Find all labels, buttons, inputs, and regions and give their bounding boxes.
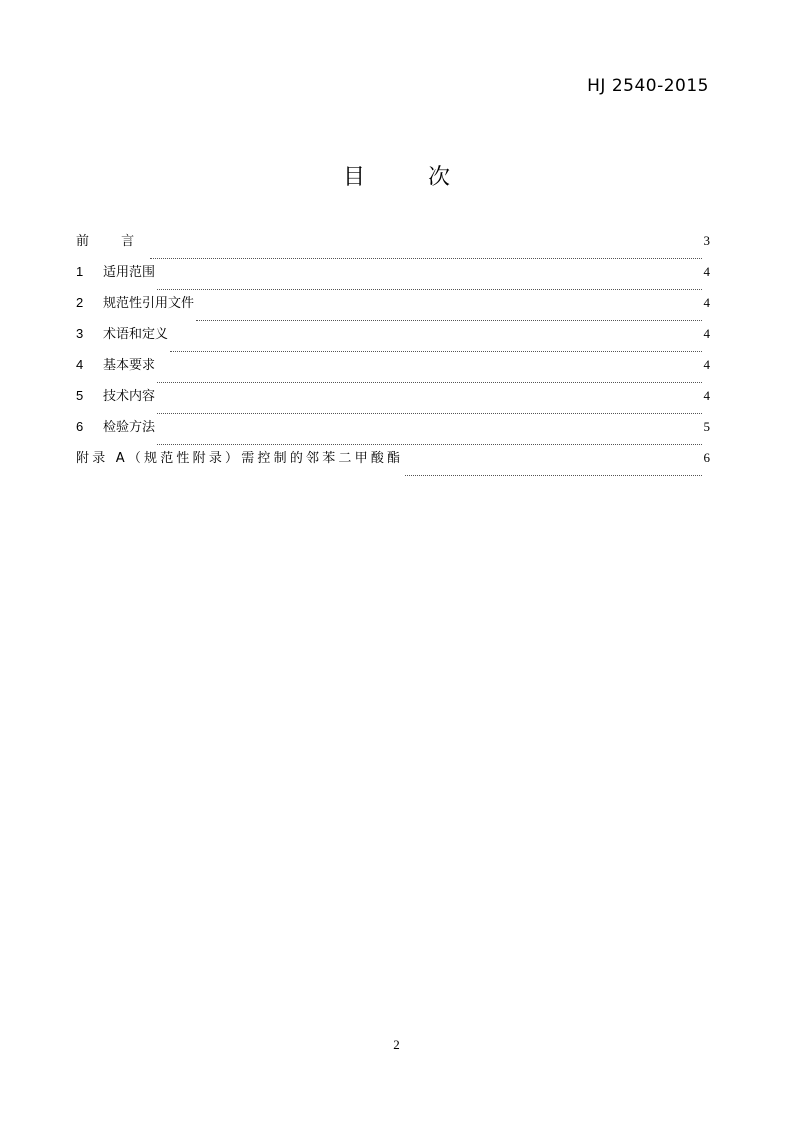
toc-entry-technical-content[interactable] bbox=[76, 387, 710, 418]
toc-entry-number: 2 bbox=[76, 295, 84, 310]
toc-entry-number: 5 bbox=[76, 388, 84, 403]
toc-entry-label: 检验方法 bbox=[103, 420, 156, 435]
toc-entry-page: 6 bbox=[703, 450, 710, 465]
toc-entry-label: 术语和定义 bbox=[103, 327, 169, 342]
toc-entry-page: 4 bbox=[703, 326, 710, 341]
toc-entry-label: 附录 A（规范性附录）需控制的邻苯二甲酸酯 bbox=[76, 451, 404, 466]
toc-entry-number: 6 bbox=[76, 419, 84, 434]
toc-entry-page: 4 bbox=[703, 295, 710, 310]
toc-entry-number: 4 bbox=[76, 357, 84, 372]
toc-leader-dots bbox=[196, 320, 701, 321]
toc-entry-preface[interactable] bbox=[76, 232, 710, 263]
toc-entry-page: 4 bbox=[703, 264, 710, 279]
toc-entry-label: 规范性引用文件 bbox=[103, 296, 195, 311]
toc-entry-page: 5 bbox=[703, 419, 710, 434]
toc-entry-appendix-a[interactable] bbox=[76, 449, 710, 480]
toc-entry-number: 3 bbox=[76, 326, 84, 341]
toc-entry-basic-requirements[interactable] bbox=[76, 356, 710, 387]
toc-entry-page: 3 bbox=[703, 233, 710, 248]
toc-entry-scope[interactable] bbox=[76, 263, 710, 294]
toc-leader-dots bbox=[157, 289, 701, 290]
page-number: 2 bbox=[393, 1037, 400, 1052]
toc-title: 目 次 bbox=[343, 165, 478, 190]
toc-entry-test-methods[interactable] bbox=[76, 418, 710, 449]
toc-leader-dots bbox=[157, 382, 701, 383]
table-of-contents bbox=[76, 232, 710, 480]
toc-entry-terms-definitions[interactable] bbox=[76, 325, 710, 356]
toc-entry-label: 基本要求 bbox=[103, 358, 156, 373]
toc-entry-page: 4 bbox=[703, 357, 710, 372]
toc-leader-dots bbox=[157, 413, 701, 414]
document-number: HJ 2540-2015 bbox=[587, 76, 709, 96]
toc-entry-label: 技术内容 bbox=[103, 389, 156, 404]
toc-leader-dots bbox=[170, 351, 701, 352]
toc-leader-dots bbox=[405, 475, 701, 476]
toc-entry-number: 1 bbox=[76, 264, 84, 279]
toc-entry-label: 前 言 bbox=[76, 234, 149, 249]
toc-entry-page: 4 bbox=[703, 388, 710, 403]
toc-leader-dots bbox=[157, 444, 701, 445]
toc-entry-normative-references[interactable] bbox=[76, 294, 710, 325]
toc-leader-dots bbox=[150, 258, 701, 259]
toc-entry-label: 适用范围 bbox=[103, 265, 156, 280]
